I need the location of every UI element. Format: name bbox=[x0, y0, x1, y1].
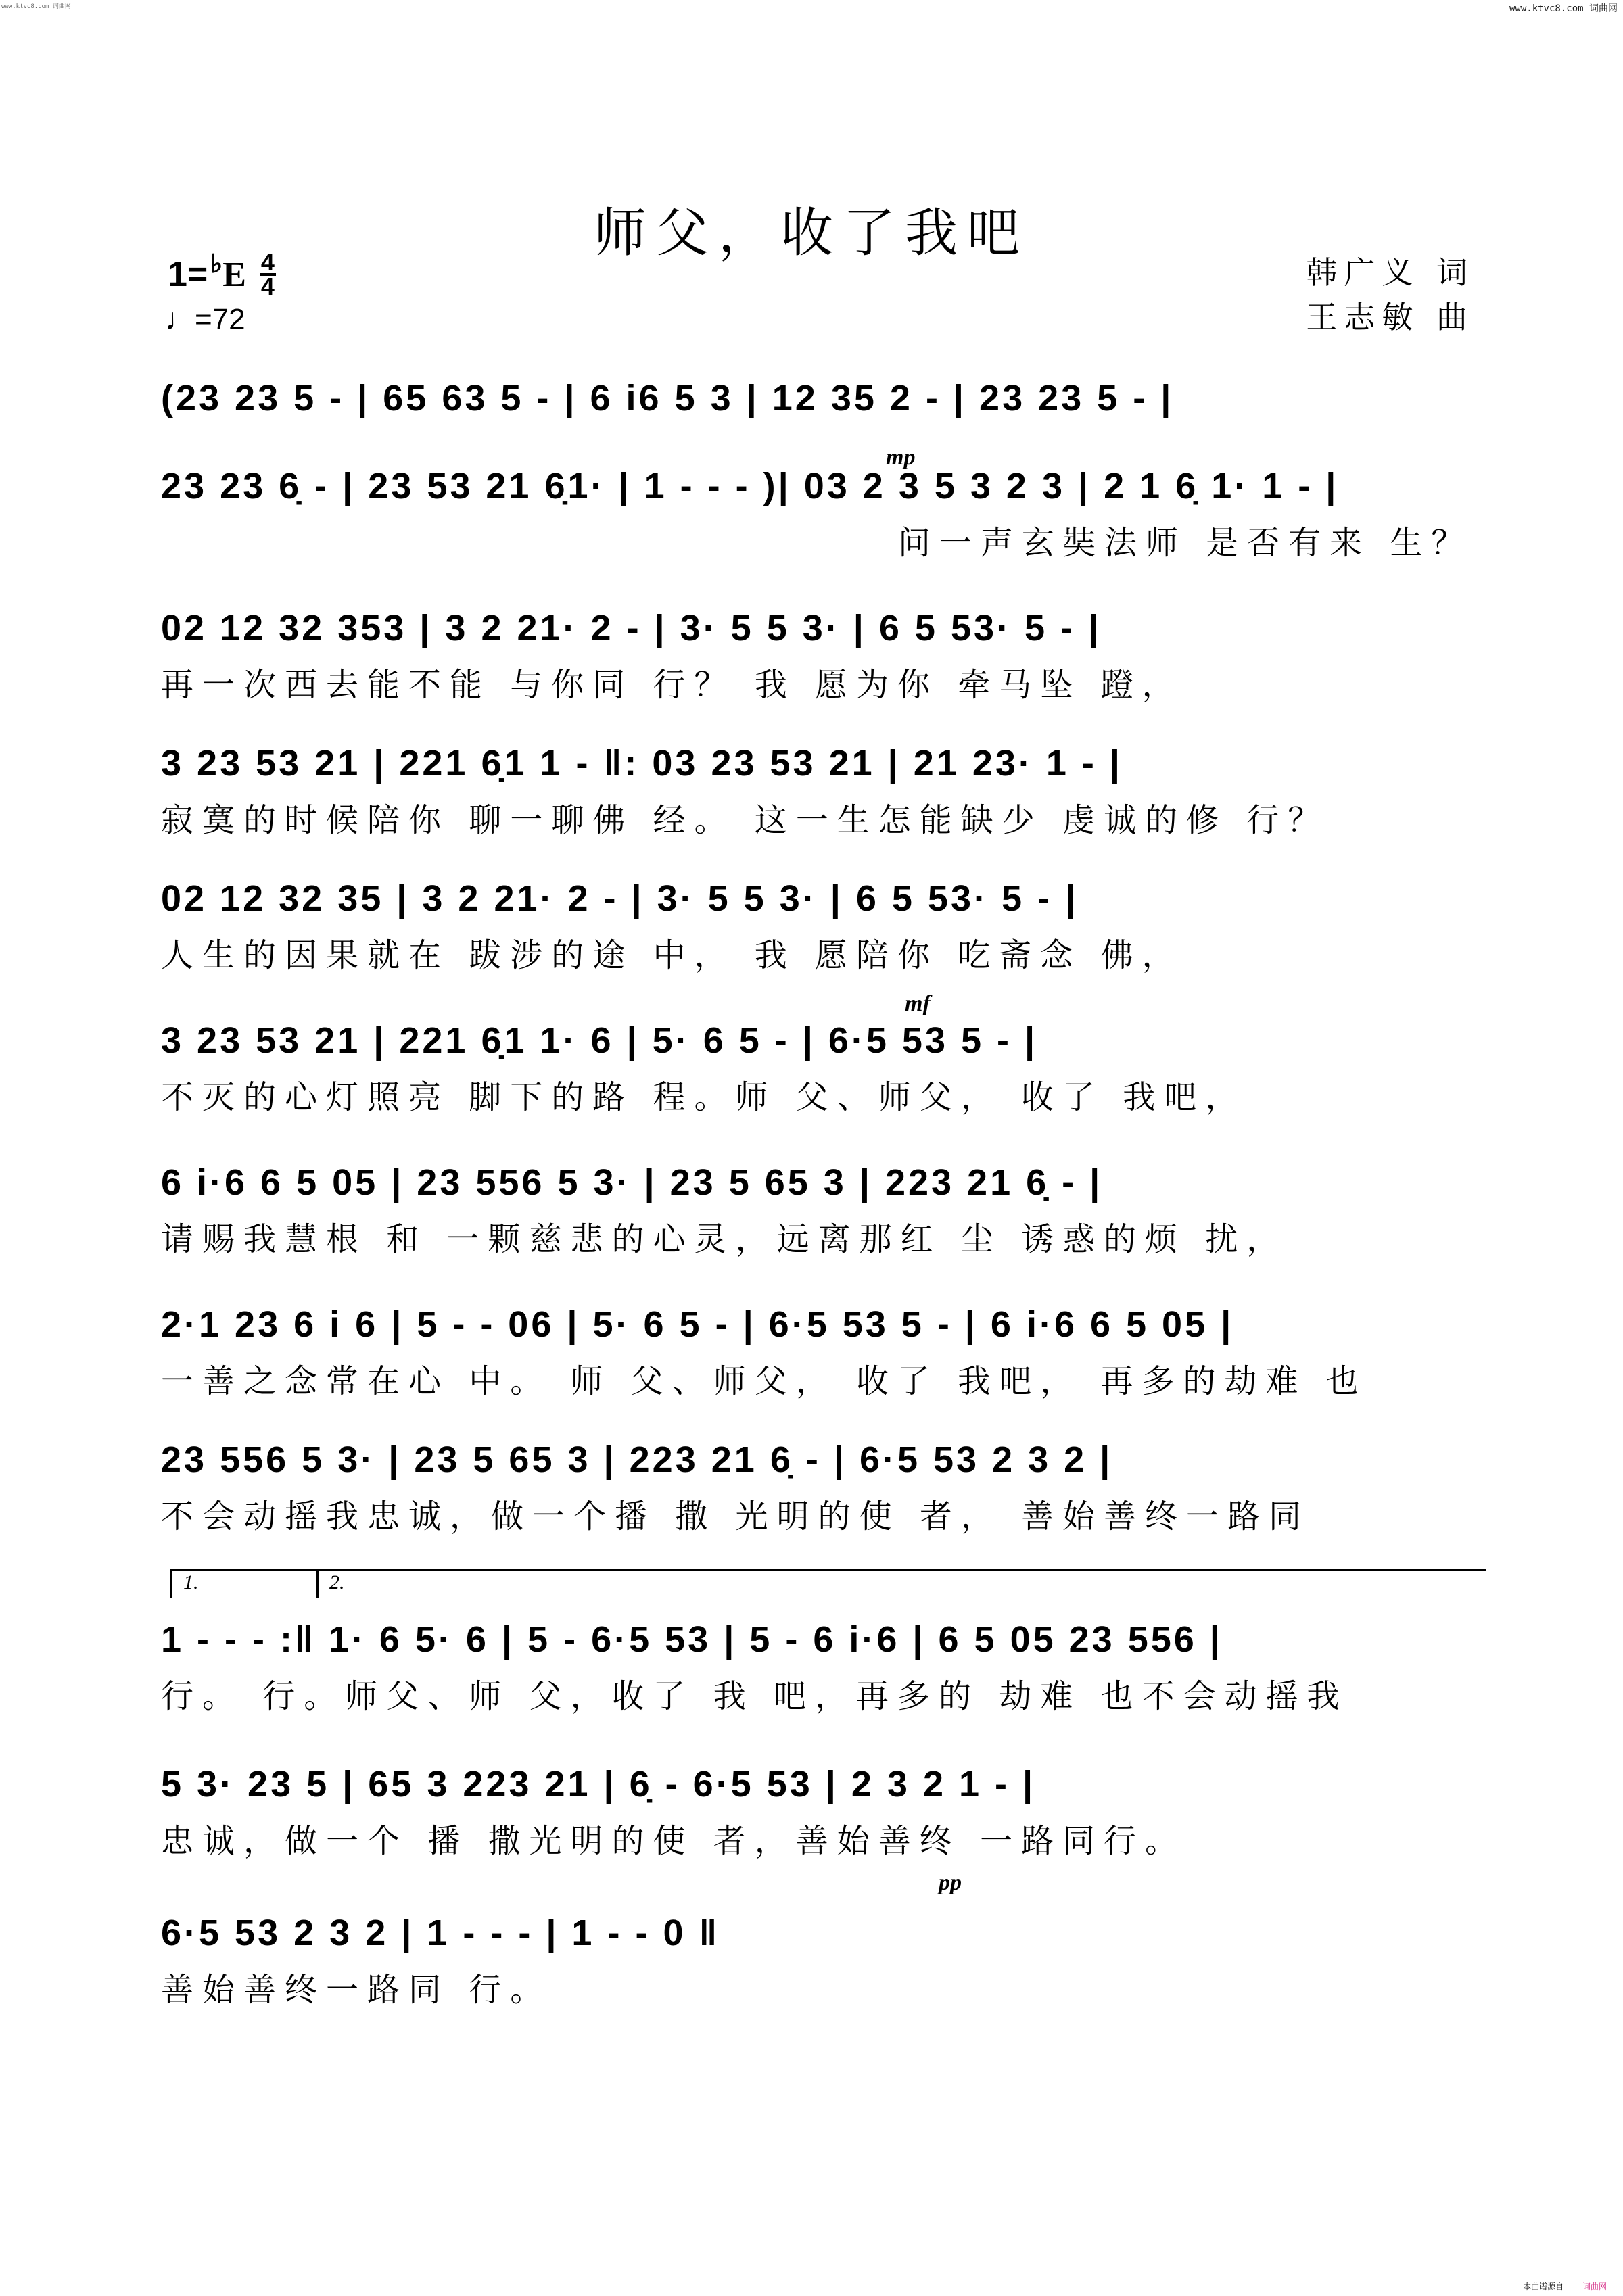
notation-line: 6 i·6 6 5 05 | 23 556 5 3· | 23 5 65 3 | 223 21 6̣ - | bbox=[161, 1162, 1103, 1203]
score-system-9 bbox=[161, 1420, 1473, 1537]
dynamic-pp: pp bbox=[939, 1870, 962, 1895]
score-system-5 bbox=[161, 859, 1473, 976]
footer-brand: 词曲网 bbox=[1582, 2282, 1607, 2291]
time-signature bbox=[260, 248, 276, 301]
score-system-8 bbox=[161, 1285, 1473, 1402]
score-system-1 bbox=[161, 358, 1473, 429]
notation-line: 2·1 23 6 i 6 | 5 - - 06 | 5· 6 5 - | 6·5 53 5 - | 6 i·6 6 5 05 | bbox=[161, 1304, 1234, 1345]
lyrics-line: 一善之念常在心 中。 师 父、师父， 收了 我吧， 再多的劫难 也 bbox=[161, 1362, 1367, 1400]
time-sig-denominator: 4 bbox=[260, 272, 275, 301]
footer-watermark bbox=[1523, 2280, 1607, 2292]
dynamic-mp: mp bbox=[886, 445, 916, 470]
flat-icon: ♭ bbox=[210, 249, 223, 279]
score-system-7 bbox=[161, 1143, 1473, 1260]
lyrics-line: 不会动摇我忠诚，做一个播 撒 光明的使 者， 善始善终一路同 bbox=[161, 1498, 1311, 1535]
score-system-2 bbox=[161, 446, 1473, 563]
score-system-11 bbox=[161, 1744, 1473, 1861]
song-title: 师父，收了我吧 bbox=[593, 203, 1029, 264]
notation-line: 5 3· 23 5 | 65 3 223 21 | 6̣ - 6·5 53 | 2 3 2 1 - | bbox=[161, 1764, 1036, 1804]
key-signature bbox=[168, 248, 276, 301]
lyrics-line: 忠诚，做一个 播 撒光明的使 者，善始善终 一路同行。 bbox=[161, 1822, 1187, 1860]
lyrics-line: 问一声玄奘法师 是否有来 生？ bbox=[898, 524, 1473, 562]
key-name: E bbox=[222, 255, 246, 294]
lyrics-line: 请赐我慧根 和 一颗慈悲的心灵，远离那红 尘 诱惑的烦 扰， bbox=[161, 1220, 1288, 1258]
notation-line: 02 12 32 353 | 3 2 21· 2 - | 3· 5 5 3· | 6 5 53· 5 - | bbox=[161, 608, 1102, 648]
notation-line: 1 - - - :‖ 1· 6 5· 6 | 5 - 6·5 53 | 5 - 6 i·6 | 6 5 05 23 556 | bbox=[161, 1619, 1223, 1660]
score-system-4 bbox=[161, 723, 1473, 840]
score-system-3 bbox=[161, 588, 1473, 705]
notation-line: 23 23 6̣ - | 23 53 21 6̣1· | 1 - - - )| 03 2 3 5 3 2 3 | 2 1 6̣ 1· 1 - | bbox=[161, 466, 1339, 506]
lyricist: 韩广义 词 bbox=[1306, 254, 1474, 291]
notation-line: 6·5 53 2 3 2 | 1 - - - | 1 - - 0 ‖ bbox=[161, 1913, 720, 1953]
lyrics-line: 人生的因果就在 跋涉的途 中， 我 愿陪你 吃斋念 佛， bbox=[161, 936, 1183, 974]
lyrics-line: 行。 行。师父、师 父，收了 我 吧，再多的 劫难 也不会动摇我 bbox=[161, 1677, 1348, 1715]
lyrics-line: 善始善终一路同 行。 bbox=[161, 1971, 552, 2009]
watermark-top-left: www.ktvc8.com 词曲网 bbox=[1, 3, 71, 10]
notation-line: 3 23 53 21 | 221 6̣1 1· 6 | 5· 6 5 - | 6·5 53 5 - | bbox=[161, 1020, 1038, 1061]
score-system-10 bbox=[161, 1571, 1473, 1717]
dynamic-mf: mf bbox=[905, 991, 931, 1016]
notation-line: 3 23 53 21 | 221 6̣1 1 - ‖: 03 23 53 21 | 21 23· 1 - | bbox=[161, 743, 1123, 784]
footer-source-label: 本曲谱源自 bbox=[1523, 2282, 1564, 2291]
volta-first-ending: 1. bbox=[170, 1569, 319, 1598]
lyrics-line: 再一次西去能不能 与你同 行？ 我 愿为你 牵马坠 蹬， bbox=[161, 666, 1183, 704]
notation-line: 02 12 32 35 | 3 2 21· 2 - | 3· 5 5 3· | 6 5 53· 5 - | bbox=[161, 878, 1079, 919]
watermark-top-right: www.ktvc8.com 词曲网 bbox=[1509, 3, 1618, 14]
score-system-12 bbox=[161, 1870, 1473, 2010]
composer: 王志敏 曲 bbox=[1306, 299, 1474, 335]
lyrics-line: 不灭的心灯照亮 脚下的路 程。师 父、师父， 收了 我吧， bbox=[161, 1078, 1247, 1116]
score-system-6 bbox=[161, 991, 1473, 1118]
volta-second-ending: 2. bbox=[316, 1569, 1486, 1598]
tempo-marking: ♩=72 bbox=[165, 303, 245, 336]
notation-line: 23 556 5 3· | 23 5 65 3 | 223 21 6̣ - | 6·5 53 2 3 2 | bbox=[161, 1439, 1113, 1480]
key-label: 1= bbox=[168, 255, 208, 295]
notation-line: (23 23 5 - | 65 63 5 - | 6 i6 5 3 | 12 35 2 - | 23 23 5 - | bbox=[161, 378, 1174, 418]
credits bbox=[1306, 250, 1474, 339]
time-sig-numerator: 4 bbox=[260, 248, 275, 276]
lyrics-line: 寂寞的时候陪你 聊一聊佛 经。 这一生怎能缺少 虔诚的修 行？ bbox=[161, 801, 1330, 839]
